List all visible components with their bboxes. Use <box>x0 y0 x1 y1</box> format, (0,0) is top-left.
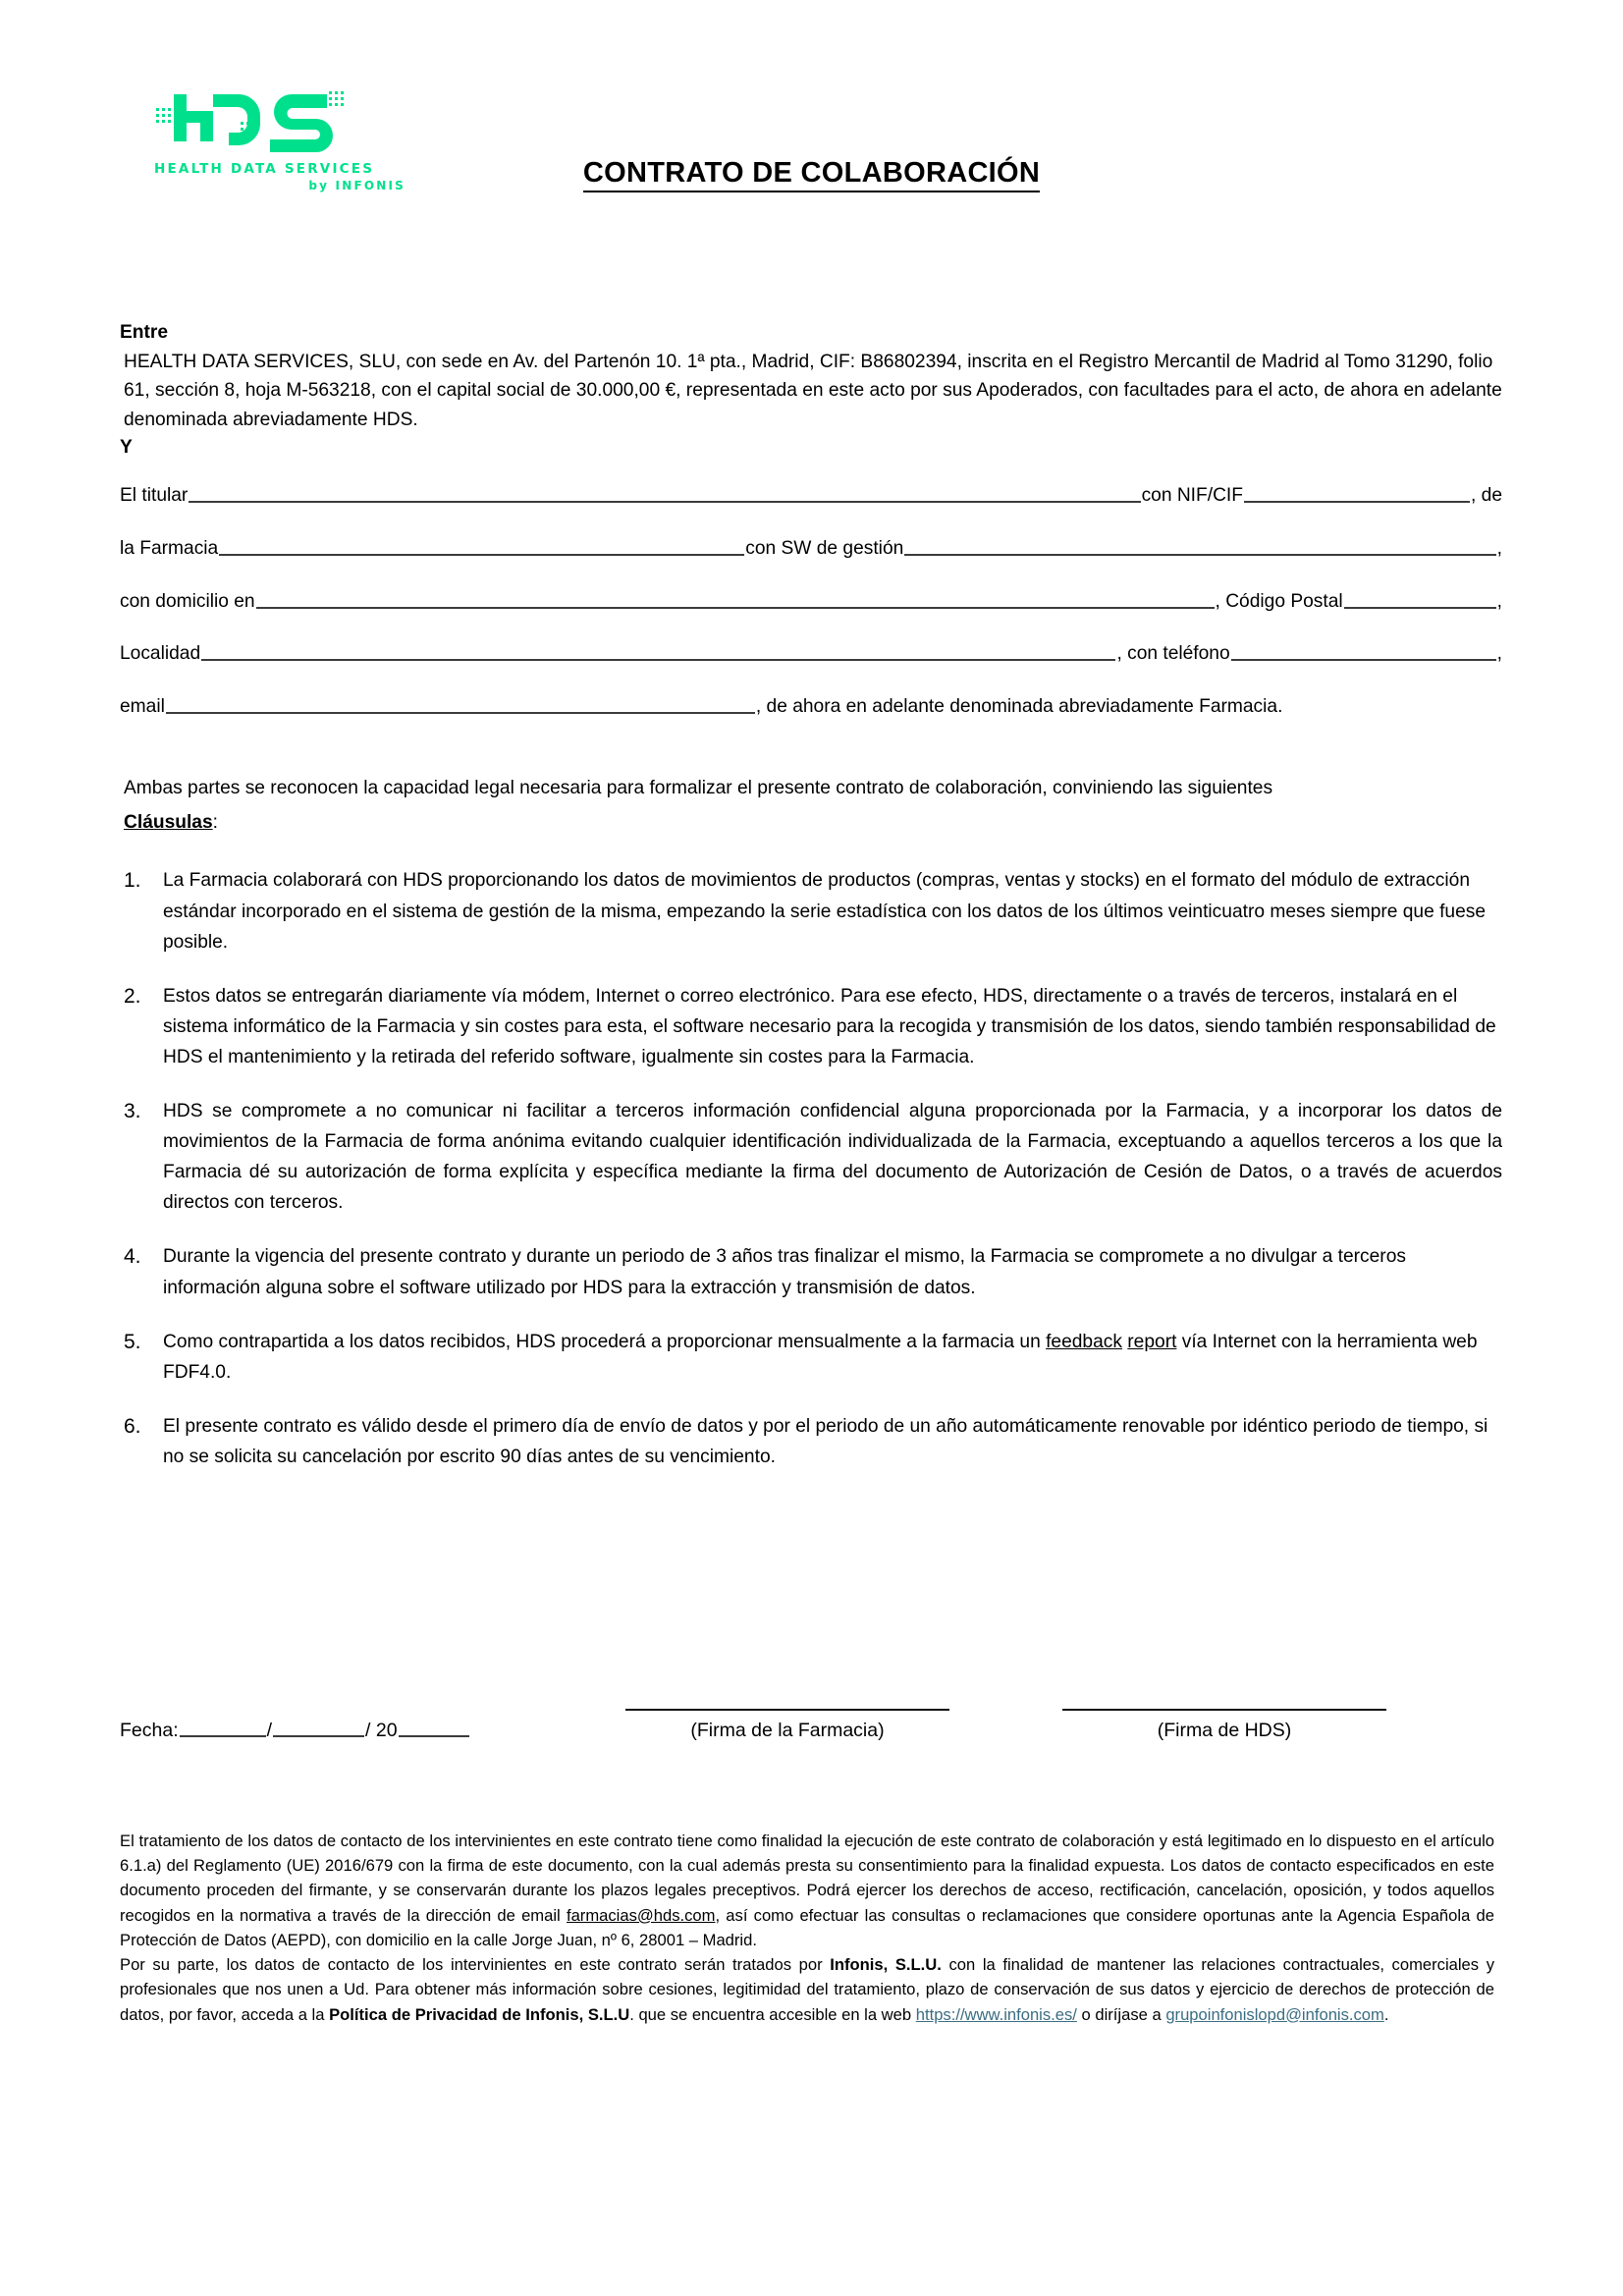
de-label: , de <box>1470 485 1502 507</box>
clause-text: La Farmacia colaborará con HDS proporcionando los datos de movimientos de productos (compras, ventas y stocks) en el formato del módulo de extracción estándar incorporado en el sistema de gestión de la misma, empezando la serie estadística con los datos de los últimos veinticuatro meses siempre que fuese posible. <box>163 870 1487 953</box>
logo-tagline-primary: HEALTH DATA SERVICES <box>154 161 375 177</box>
domicilio-input-line[interactable] <box>256 588 1215 609</box>
clause-text: Durante la vigencia del presente contrato y durante un periodo de 3 años tras finalizar el mismo, la Farmacia se compromete a no divulgar a terceros información alguna sobre el software utilizado por HDS para la extracción y transmisión de datos. <box>163 1246 1406 1298</box>
fecha-day-input[interactable] <box>180 1717 266 1737</box>
codigo-postal-label: , Código Postal <box>1215 590 1343 612</box>
hds-party-paragraph: HEALTH DATA SERVICES, SLU, con sede en Av. del Partenón 10. 1ª pta., Madrid, CIF: B86802394, inscrita en el Registro Mercantil de Madrid al Tomo 31290, folio 61, sección 8, hoja M-563218, con el capital social de 30.000,00 €, representada en este acto por sus Apoderados, con facultades para el acto, de ahora en adelante denominada abreviadamente HDS. <box>124 352 1502 430</box>
signature-hds-line[interactable] <box>1062 1709 1386 1711</box>
infonis-website-link[interactable]: https://www.infonis.es/ <box>915 2004 1077 2024</box>
infonis-lopd-email-link[interactable]: grupoinfonislopd@infonis.com <box>1165 2004 1384 2024</box>
privacy-p2-text-e: . <box>1383 2004 1389 2024</box>
signature-hds <box>1062 1709 1386 1742</box>
farmacia-label: la Farmacia <box>120 537 219 559</box>
codigo-postal-input-line[interactable] <box>1344 588 1496 609</box>
clause-text: HDS se compromete a no comunicar ni facilitar a terceros información confidencial alguna proporcionada por la Farmacia, y a incorporar los datos de movimientos de la Farmacia de forma anónima evitando cualquier identificación individualizada de la Farmacia, exceptuando a aquellos terceros a los que la Farmacia dé su autorización de forma explícita y específica mediante la firma del documento de Autorización de Cesión de Datos, o a través de acuerdos directos con terceros. <box>163 1101 1502 1214</box>
email-input-line[interactable] <box>166 693 755 714</box>
privacy-p1-text-b: , así como efectuar las consultas o reclamaciones que considere oportunas ante la Agencia Española de Protección de Datos (AEPD), con domicilio en la calle Jorge Juan, nº 6, 28001 – Madrid. <box>120 1905 1494 1949</box>
clause-number: 5. <box>124 1330 141 1353</box>
privacy-p1-text-a: El tratamiento de los datos de contacto de los intervinientes en este contrato tiene como finalidad la ejecución de este contrato de colaboración y está legitimado en lo dispuesto en el artículo 6.1.a) del Reglamento (UE) 2016/679 con la firma de este documento, con la cual además presta su consentimiento para la finalidad expuesta. Los datos de contacto especificados en este documento proceden del firmante, y se conservarán durante los plazos legales preceptivos. Podrá ejercer los derechos de acceso, rectificación, cancelación, oposición, y todos aquellos recogidos en la normativa a través de la dirección de email <box>120 1831 1494 1925</box>
fecha-field <box>120 1716 611 1742</box>
entre-label: Entre <box>120 322 169 343</box>
fecha-label: Fecha: <box>120 1720 179 1741</box>
nif-input-line[interactable] <box>1244 482 1470 503</box>
telefono-input-line[interactable] <box>1231 640 1496 661</box>
signature-hds-caption: (Firma de HDS) <box>1157 1720 1292 1741</box>
privacy-p2-text-a: Por su parte, los datos de contacto de los intervinientes en este contrato serán tratados por <box>120 1955 831 1975</box>
privacy-paragraph-1 <box>120 1829 1494 1952</box>
form-row-titular <box>120 480 1502 509</box>
localidad-input-line[interactable] <box>201 640 1115 661</box>
email-label: email <box>120 696 165 718</box>
clause-item <box>124 1411 1502 1472</box>
infonis-company-name: Infonis, S.L.U. <box>830 1955 942 1975</box>
clause-item <box>124 981 1502 1072</box>
privacy-p2-text-c: . que se encuentra accesible en la web <box>629 2004 916 2024</box>
localidad-label: Localidad <box>120 643 201 665</box>
domicilio-comma: , <box>1496 590 1502 612</box>
clause5-feedback-emphasis: feedback <box>1046 1331 1122 1352</box>
clause-number: 4. <box>124 1245 141 1269</box>
clausulas-heading <box>120 809 1502 836</box>
privacy-paragraph-2 <box>120 1952 1494 2027</box>
farmacia-input-line[interactable] <box>219 535 744 556</box>
clause5-text-start: Como contrapartida a los datos recibidos, HDS procederá a proporcionar mensualmente a la farmacia un <box>163 1331 1047 1352</box>
clause-number: 1. <box>124 869 141 893</box>
clause5-text-end: vía Internet con la herramienta web FDF4.0. <box>163 1331 1478 1383</box>
logo-tagline-secondary: by INFONIS <box>308 178 406 192</box>
clause-text <box>163 1327 1502 1388</box>
clause-item <box>124 1241 1502 1302</box>
signature-row <box>120 1709 1514 1742</box>
form-row-farmacia <box>120 533 1502 562</box>
hds-logo-mark <box>152 81 378 157</box>
nif-label: con NIF/CIF <box>1141 485 1243 507</box>
signature-farmacia <box>625 1709 949 1742</box>
signature-area <box>120 1709 1514 1742</box>
privacy-p2-text-b: con la finalidad de mantener las relaciones contractuales, comerciales y profesionales que nos unen a Ud. Para obtener más información sobre cesiones, legitimidad del tratamiento, plazo de conservación de sus datos y ejercicio de derechos de protección de datos, por favor, acceda a la <box>120 1955 1494 2024</box>
clause-number: 2. <box>124 984 141 1008</box>
clause-text: El presente contrato es válido desde el primero día de envío de datos y por el periodo de un año automáticamente renovable por idéntico periodo de tiempo, si no se solicita su cancelación por escrito 90 días antes de su vencimiento. <box>163 1415 1488 1467</box>
telefono-label: , con teléfono <box>1116 643 1230 665</box>
fecha-slash-2: / 20 <box>365 1720 398 1741</box>
privacy-notice <box>120 1829 1494 2027</box>
clause-text: Estos datos se entregarán diariamente vía módem, Internet o correo electrónico. Para ese efecto, HDS, directamente o a través de terceros, instalará en el sistema informático de la Farmacia y sin costes para esta, el software necesario para la recogida y transmisión de los datos, siendo también responsabilidad de HDS el mantenimiento y la retirada del referido software, igualmente sin costes para la Farmacia. <box>163 985 1496 1067</box>
form-row-localidad <box>120 638 1502 667</box>
clause-item <box>124 1327 1502 1388</box>
fecha-year-input[interactable] <box>399 1717 469 1737</box>
clauses-list <box>120 865 1502 1472</box>
party-form-fields <box>120 480 1502 720</box>
privacy-p2-text-d: o diríjase a <box>1076 2004 1166 2024</box>
localidad-comma: , <box>1496 643 1502 665</box>
page-title-text: CONTRATO DE COLABORACIÓN <box>583 157 1040 192</box>
page-title <box>0 157 1623 190</box>
form-row-domicilio <box>120 586 1502 615</box>
politica-privacidad-name: Política de Privacidad de Infonis, S.L.U <box>329 2004 630 2024</box>
farmacia-comma: , <box>1496 537 1502 559</box>
signature-farmacia-caption: (Firma de la Farmacia) <box>690 1720 885 1741</box>
clause-number: 3. <box>124 1100 141 1123</box>
clausulas-colon: : <box>212 812 218 834</box>
privacy-hds-email: farmacias@hds.com <box>566 1905 716 1925</box>
document-body <box>120 319 1502 1496</box>
clause5-report-emphasis: report <box>1127 1331 1177 1352</box>
email-tail-text: , de ahora en adelante denominada abreviadamente Farmacia. <box>755 696 1283 718</box>
clause-number: 6. <box>124 1414 141 1438</box>
fecha-month-input[interactable] <box>273 1717 364 1737</box>
domicilio-label: con domicilio en <box>120 590 255 612</box>
ambas-partes-paragraph: Ambas partes se reconocen la capacidad legal necesaria para formalizar el presente contrato de colaboración, conviniendo las siguientes <box>124 778 1273 799</box>
clause-item <box>124 865 1502 957</box>
titular-input-line[interactable] <box>189 482 1140 503</box>
fecha-slash-1: / <box>266 1720 273 1741</box>
clausulas-heading-text: Cláusulas <box>124 812 213 834</box>
clause-item <box>124 1096 1502 1218</box>
titular-label: El titular <box>120 485 189 507</box>
sw-label: con SW de gestión <box>745 537 904 559</box>
y-label: Y <box>120 436 133 458</box>
signature-farmacia-line[interactable] <box>625 1709 949 1711</box>
sw-input-line[interactable] <box>904 535 1495 556</box>
form-row-email <box>120 691 1502 720</box>
